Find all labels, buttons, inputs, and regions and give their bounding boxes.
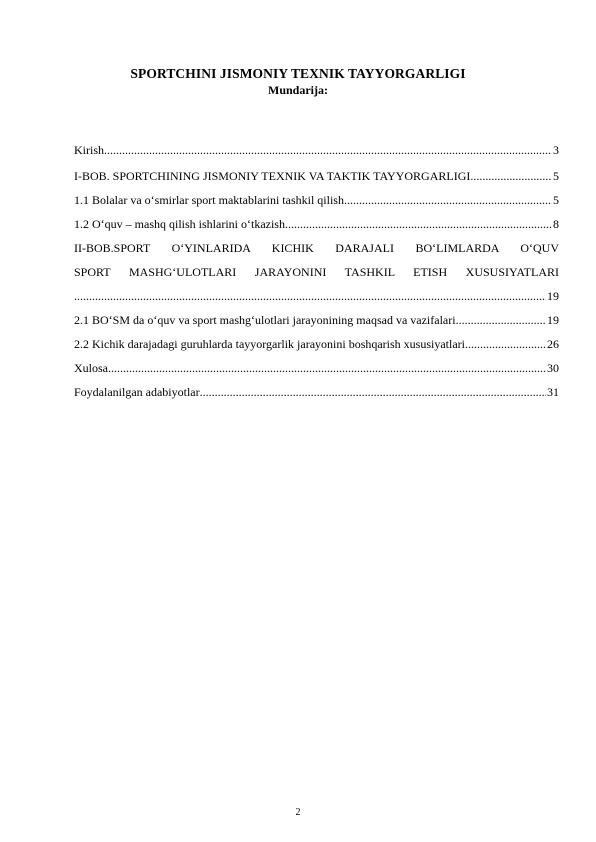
toc-entry-chapter-2[interactable] (74, 236, 559, 308)
toc-entry-label: 1.1 Bolalar va o‘smirlar sport maktablarini tashkil qilish (74, 193, 344, 207)
table-of-contents (74, 141, 559, 404)
toc-entry-page: 5 (553, 169, 559, 183)
toc-dot-leader (465, 332, 546, 356)
toc-entry-label-line-1: II-BOB.SPORT O‘YINLARIDA KICHIK DARAJALI BO‘LIMLARDA O‘QUV (74, 241, 559, 255)
toc-entry-page: 8 (553, 217, 559, 231)
toc-dot-leader (456, 308, 546, 332)
toc-entry-page: 19 (547, 289, 559, 303)
document-subtitle: Mundarija: (268, 83, 328, 97)
toc-entry-page: 5 (553, 193, 559, 207)
toc-entry-section-2-1[interactable] (74, 308, 559, 332)
toc-entry-page: 30 (547, 361, 559, 375)
toc-entry-section-2-2[interactable] (74, 332, 559, 356)
toc-entry-chapter-1[interactable] (74, 164, 559, 188)
toc-entry-page: 3 (553, 143, 559, 157)
toc-dot-leader (104, 141, 552, 159)
page-number: 2 (295, 807, 301, 818)
toc-entry-label: Foydalanilgan adabiyotlar (74, 385, 200, 399)
toc-dot-leader (200, 380, 546, 404)
toc-entry-page: 26 (547, 337, 559, 351)
toc-dot-leader (108, 356, 546, 380)
document-title: SPORTCHINI JISMONIY TEXNIK TAYYORGARLIGI (130, 66, 466, 81)
toc-entry-xulosa[interactable] (74, 356, 559, 380)
toc-entry-label: 1.2 O‘quv – mashq qilish ishlarini o‘tkazish (74, 217, 285, 231)
toc-entry-section-1-1[interactable] (74, 188, 559, 212)
toc-entry-label: 2.2 Kichik darajadagi guruhlarda tayyorgarlik jarayonini boshqarish xususiyatlari (74, 337, 466, 351)
toc-entry-page: 31 (547, 385, 559, 399)
toc-entry-section-1-2[interactable] (74, 212, 559, 236)
toc-entry-kirish[interactable] (74, 141, 559, 164)
toc-dot-leader (344, 188, 552, 212)
toc-entry-references[interactable] (74, 380, 559, 404)
toc-entry-label: I-BOB. SPORTCHINING JISMONIY TEXNIK VA TAKTIK TAYYORGARLIGI (74, 169, 471, 183)
toc-entry-page: 19 (547, 313, 559, 327)
toc-entry-label: 2.1 BO‘SM da o‘quv va sport mashg‘ulotlari jarayonining maqsad va vazifalari (74, 313, 456, 327)
toc-entry-label: Kirish (74, 143, 104, 157)
toc-dot-leader (285, 212, 552, 236)
toc-dot-leader (74, 284, 546, 308)
toc-entry-label: Xulosa (74, 361, 108, 375)
toc-entry-label-line-2: SPORT MASHG‘ULOTLARI JARAYONINI TASHKIL ETISH XUSUSIYATLARI (74, 265, 559, 279)
toc-dot-leader (470, 164, 552, 188)
